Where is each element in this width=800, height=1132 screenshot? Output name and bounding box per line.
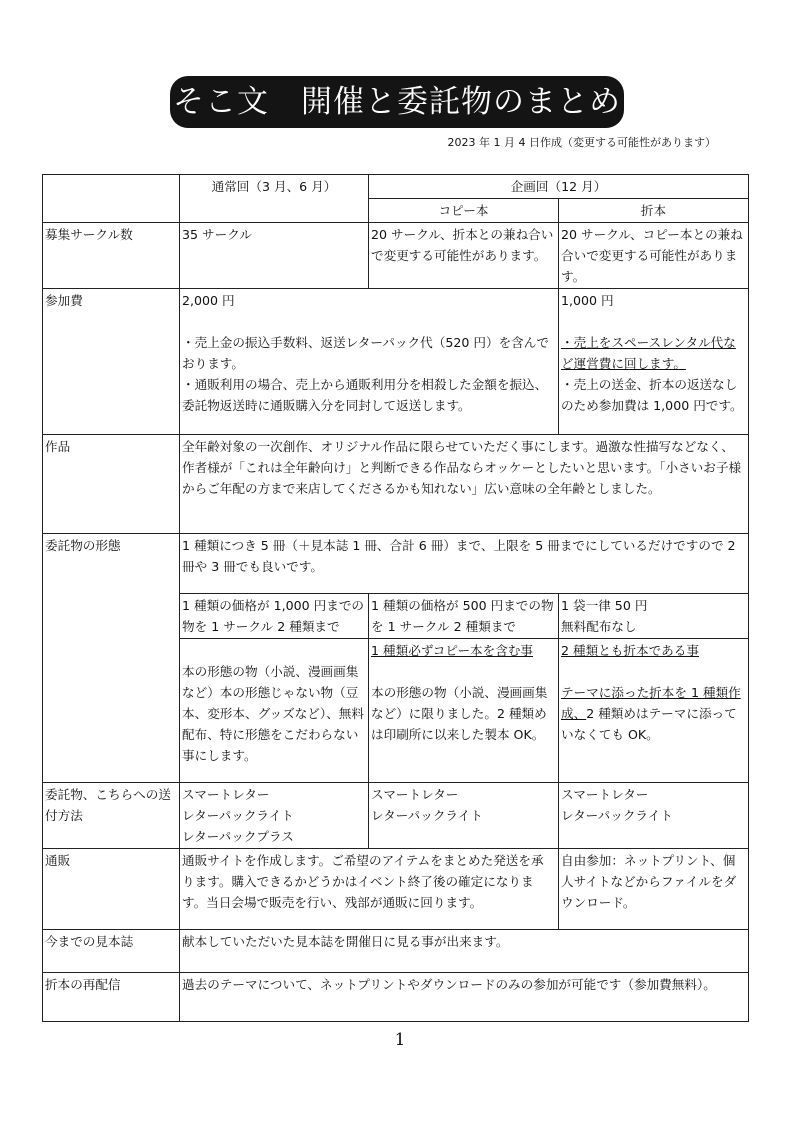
row-label-samples: 今までの見本誌	[43, 930, 180, 973]
form-general: 1 種類につき 5 冊（＋見本誌 1 冊、合計 6 冊）まで、上限を 5 冊までにしているだけですので 2 冊や 3 冊でも良いです。	[180, 534, 749, 594]
row-label-fee: 参加費	[43, 289, 180, 435]
row-label-mailorder: 通販	[43, 849, 180, 930]
circles-fold: 20 サークル、コピー本との兼ね合いで変更する可能性があります。	[559, 223, 749, 289]
row-label-shipping: 委託物、こちらへの送付方法	[43, 783, 180, 849]
page-number: 1	[394, 1030, 406, 1050]
form-fold-price-1: 1 袋一律 50 円	[561, 598, 648, 613]
mailorder-fold: 自由参加：ネットプリント、個人サイトなどからファイルをダウンロード。	[559, 849, 749, 930]
row-label-form: 委託物の形態	[43, 534, 180, 783]
form-copy-kind-text: 本の形態の物（小説、漫画画集など）に限りました。2 種類めは印刷所に以来した製本 OK。	[371, 685, 548, 742]
circles-regular: 35 サークル	[180, 223, 369, 289]
fee-regular-note-2: ・通販利用の場合、売上から通販利用分を相殺した金額を振込、委託物返送時に通販購入分を同封して返送します。	[182, 377, 548, 413]
form-copy-price: 1 種類の価格が 500 円までの物を 1 サークル 2 種類まで	[369, 594, 559, 639]
shipping-fold-2: レターパックライト	[561, 808, 673, 823]
samples-text: 献本していただいた見本誌を開催日に見る事が出来ます。	[180, 930, 749, 973]
works-text: 全年齢対象の一次創作、オリジナル作品に限らせていただく事にします。過激な性描写などなく、作者様が「これは全年齢向け」と判断できる作品ならオッケーとしたいと思います。「小さいお子様からご年配の方まで来店してくださるかも知れない」広い意味の全年齢としました。	[180, 435, 749, 534]
row-label-circles: 募集サークル数	[43, 223, 180, 289]
fee-fold	[559, 289, 749, 435]
row-label-redistribute: 折本の再配信	[43, 973, 180, 1022]
fee-fold-amount: 1,000 円	[561, 293, 614, 308]
form-fold-kind	[559, 639, 749, 783]
shipping-regular-2: レターパックライト	[182, 808, 294, 823]
header-regular: 通常回（3 月、6 月）	[180, 175, 369, 223]
header-fold: 折本	[559, 199, 749, 223]
summary-table	[42, 174, 749, 1022]
fee-regular-amount: 2,000 円	[182, 293, 235, 308]
redistribute-text: 過去のテーマについて、ネットプリントやダウンロードのみの参加が可能です（参加費無料）。	[180, 973, 749, 1022]
fee-fold-note-1: ・売上をスペースレンタル代など運営費に回します。	[561, 335, 736, 371]
shipping-regular-3: レターパックプラス	[182, 829, 294, 844]
fee-regular-note-1: ・売上金の振込手数料、返送レターパック代（520 円）を含んでおります。	[182, 335, 549, 371]
shipping-regular	[180, 783, 369, 849]
form-fold-rule: 2 種類とも折本である事	[561, 643, 699, 658]
form-copy-kind	[369, 639, 559, 783]
form-fold-price-2: 無料配布なし	[561, 619, 637, 634]
form-fold-kind-1: テーマに添った折本を 1 種類作成、	[561, 685, 741, 721]
form-regular-kind	[180, 639, 369, 783]
circles-copy: 20 サークル、折本との兼ね合いで変更する可能性があります。	[369, 223, 559, 289]
header-special: 企画回（12 月）	[369, 175, 749, 199]
creation-date-note: 2023 年 1 月 4 日作成（変更する可能性があります）	[447, 136, 716, 149]
form-fold-kind-text	[561, 682, 746, 745]
shipping-fold	[559, 783, 749, 849]
shipping-regular-1: スマートレター	[182, 787, 270, 802]
form-fold-kind-2: 2 種類めはテーマに添っていなくても OK。	[561, 706, 737, 742]
form-fold-price	[559, 594, 749, 639]
row-label-works: 作品	[43, 435, 180, 534]
header-copy: コピー本	[369, 199, 559, 223]
form-regular-price: 1 種類の価格が 1,000 円までの物を 1 サークル 2 種類まで	[180, 594, 369, 639]
page-title: そこ文 開催と委託物のまとめ	[170, 76, 624, 128]
header-corner-cell	[43, 175, 180, 223]
shipping-copy	[369, 783, 559, 849]
fee-fold-note-2: ・売上の送金、折本の返送なしのため参加費は 1,000 円です。	[561, 377, 743, 413]
form-copy-rule: 1 種類必ずコピー本を含む事	[371, 643, 534, 658]
shipping-copy-2: レターパックライト	[371, 808, 483, 823]
form-regular-kind-text: 本の形態の物（小説、漫画画集など）本の形態じゃない物（豆本、変形本、グッズなど）、無料配布、特に形態をこだわらない事にします。	[182, 664, 364, 763]
mailorder-regular: 通販サイトを作成します。ご希望のアイテムをまとめた発送を承ります。購入できるかどうかはイベント終了後の確定になります。当日会場で販売を行い、残部が通販に回ります。	[180, 849, 559, 930]
shipping-copy-1: スマートレター	[371, 787, 459, 802]
shipping-fold-1: スマートレター	[561, 787, 649, 802]
fee-regular	[180, 289, 559, 435]
